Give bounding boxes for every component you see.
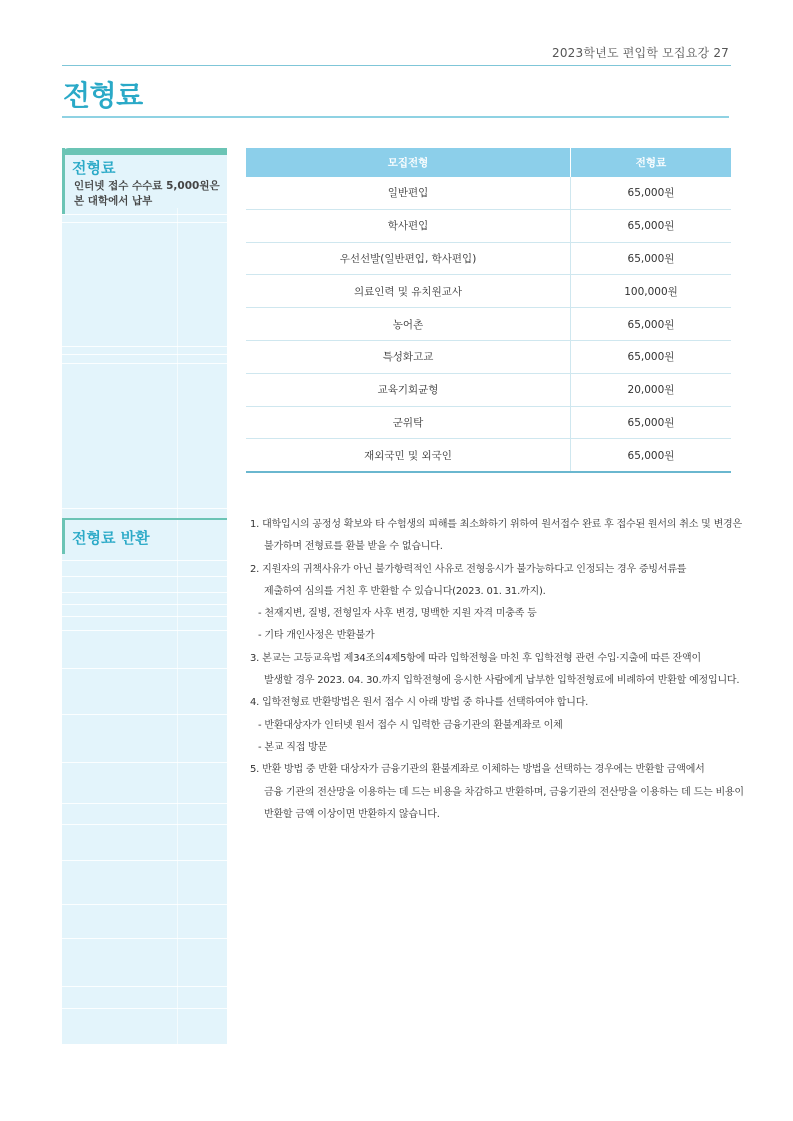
sidebar-section-fee bbox=[62, 148, 227, 218]
sidebar-desc-line: 인터넷 접수 수수료 5,000원은 bbox=[74, 180, 220, 192]
table-row bbox=[246, 373, 731, 406]
note-item: 2. 지원자의 귀책사유가 아닌 불가항력적인 사유로 전형응시가 불가능하다고 인정되는 경우 증빙서류를 bbox=[250, 563, 687, 575]
fee-table bbox=[246, 148, 731, 473]
note-subitem: - 기타 개인사정은 반환불가 bbox=[258, 630, 375, 642]
cell-type: 우선선발(일반편입, 학사편입) bbox=[246, 242, 571, 275]
table-row bbox=[246, 406, 731, 439]
sidebar-section-refund bbox=[62, 518, 227, 558]
cell-type: 학사편입 bbox=[246, 209, 571, 242]
table-row bbox=[246, 242, 731, 275]
column-header-type: 모집전형 bbox=[246, 148, 571, 177]
note-continuation: 발생할 경우 2023. 04. 30.까지 입학전형에 응시한 사람에게 납부한 입학전형료에 비례하여 반환할 예정입니다. bbox=[264, 675, 740, 687]
cell-type: 의료인력 및 유치원교사 bbox=[246, 275, 571, 308]
sidebar-tab-marker bbox=[62, 148, 227, 155]
note-continuation: 제출하여 심의를 거친 후 반환할 수 있습니다(2023. 01. 31.까지). bbox=[264, 585, 546, 597]
cell-fee: 65,000원 bbox=[571, 242, 732, 275]
note-subitem: - 본교 직접 방문 bbox=[258, 741, 328, 753]
table-row bbox=[246, 209, 731, 242]
note-subitem: - 천재지변, 질병, 전형일자 사후 변경, 명백한 지원 자격 미충족 등 bbox=[258, 608, 537, 620]
cell-fee: 65,000원 bbox=[571, 340, 732, 373]
cell-type: 특성화고교 bbox=[246, 340, 571, 373]
sidebar bbox=[62, 148, 227, 1044]
cell-fee: 65,000원 bbox=[571, 308, 732, 341]
sidebar-section-title: 전형료 bbox=[72, 159, 116, 177]
note-subitem: - 반환대상자가 인터넷 원서 접수 시 입력한 금융기관의 환불계좌로 이체 bbox=[258, 719, 563, 731]
note-item: 1. 대학입시의 공정성 확보와 타 수험생의 피해를 최소화하기 위하여 원서접수 완료 후 접수된 원서의 취소 및 변경은 bbox=[250, 519, 742, 530]
sidebar-column-line bbox=[177, 208, 178, 1044]
sidebar-accent-bar bbox=[62, 518, 65, 554]
note-continuation: 불가하며 전형료를 환불 받을 수 없습니다. bbox=[264, 541, 443, 553]
note-continuation: 반환할 금액 이상이면 반환하지 않습니다. bbox=[264, 808, 440, 820]
table-row bbox=[246, 177, 731, 209]
column-header-fee: 전형료 bbox=[571, 148, 732, 177]
table-row bbox=[246, 275, 731, 308]
refund-notes bbox=[250, 514, 744, 826]
table-row bbox=[246, 439, 731, 472]
cell-fee: 65,000원 bbox=[571, 439, 732, 472]
sidebar-tab-marker bbox=[62, 518, 227, 520]
cell-fee: 65,000원 bbox=[571, 177, 732, 209]
cell-fee: 65,000원 bbox=[571, 209, 732, 242]
cell-type: 일반편입 bbox=[246, 177, 571, 209]
header-divider bbox=[62, 65, 731, 66]
table-row bbox=[246, 308, 731, 341]
cell-type: 교육기회균형 bbox=[246, 373, 571, 406]
table-row bbox=[246, 340, 731, 373]
sidebar-desc-line: 본 대학에서 납부 bbox=[74, 195, 153, 207]
cell-fee: 20,000원 bbox=[571, 373, 732, 406]
note-item: 4. 입학전형료 반환방법은 원서 접수 시 아래 방법 중 하나를 선택하여야 합니다. bbox=[250, 697, 589, 709]
title-underline bbox=[62, 116, 729, 118]
cell-fee: 65,000원 bbox=[571, 406, 732, 439]
note-continuation: 금융 기관의 전산망을 이용하는 데 드는 비용을 차감하고 반환하며, 금융기관의 전산망을 이용하는 데 드는 비용이 bbox=[264, 786, 744, 798]
running-header: 2023학년도 편입학 모집요강 27 bbox=[552, 46, 729, 60]
sidebar-section-title: 전형료 반환 bbox=[72, 529, 150, 547]
sidebar-accent-bar bbox=[62, 148, 65, 214]
note-item: 5. 반환 방법 중 반환 대상자가 금융기관의 환불계좌로 이체하는 방법을 선택하는 경우에는 반환할 금액에서 bbox=[250, 764, 705, 776]
note-item: 3. 본교는 고등교육법 제34조의4제5항에 따라 입학전형을 마친 후 입학전형 관련 수입·지출에 따른 잔액이 bbox=[250, 652, 701, 664]
table-header-row bbox=[246, 148, 731, 177]
cell-type: 농어촌 bbox=[246, 308, 571, 341]
cell-type: 재외국민 및 외국인 bbox=[246, 439, 571, 472]
page-title: 전형료 bbox=[63, 79, 143, 112]
cell-type: 군위탁 bbox=[246, 406, 571, 439]
sidebar-section-desc bbox=[74, 179, 224, 209]
cell-fee: 100,000원 bbox=[571, 275, 732, 308]
